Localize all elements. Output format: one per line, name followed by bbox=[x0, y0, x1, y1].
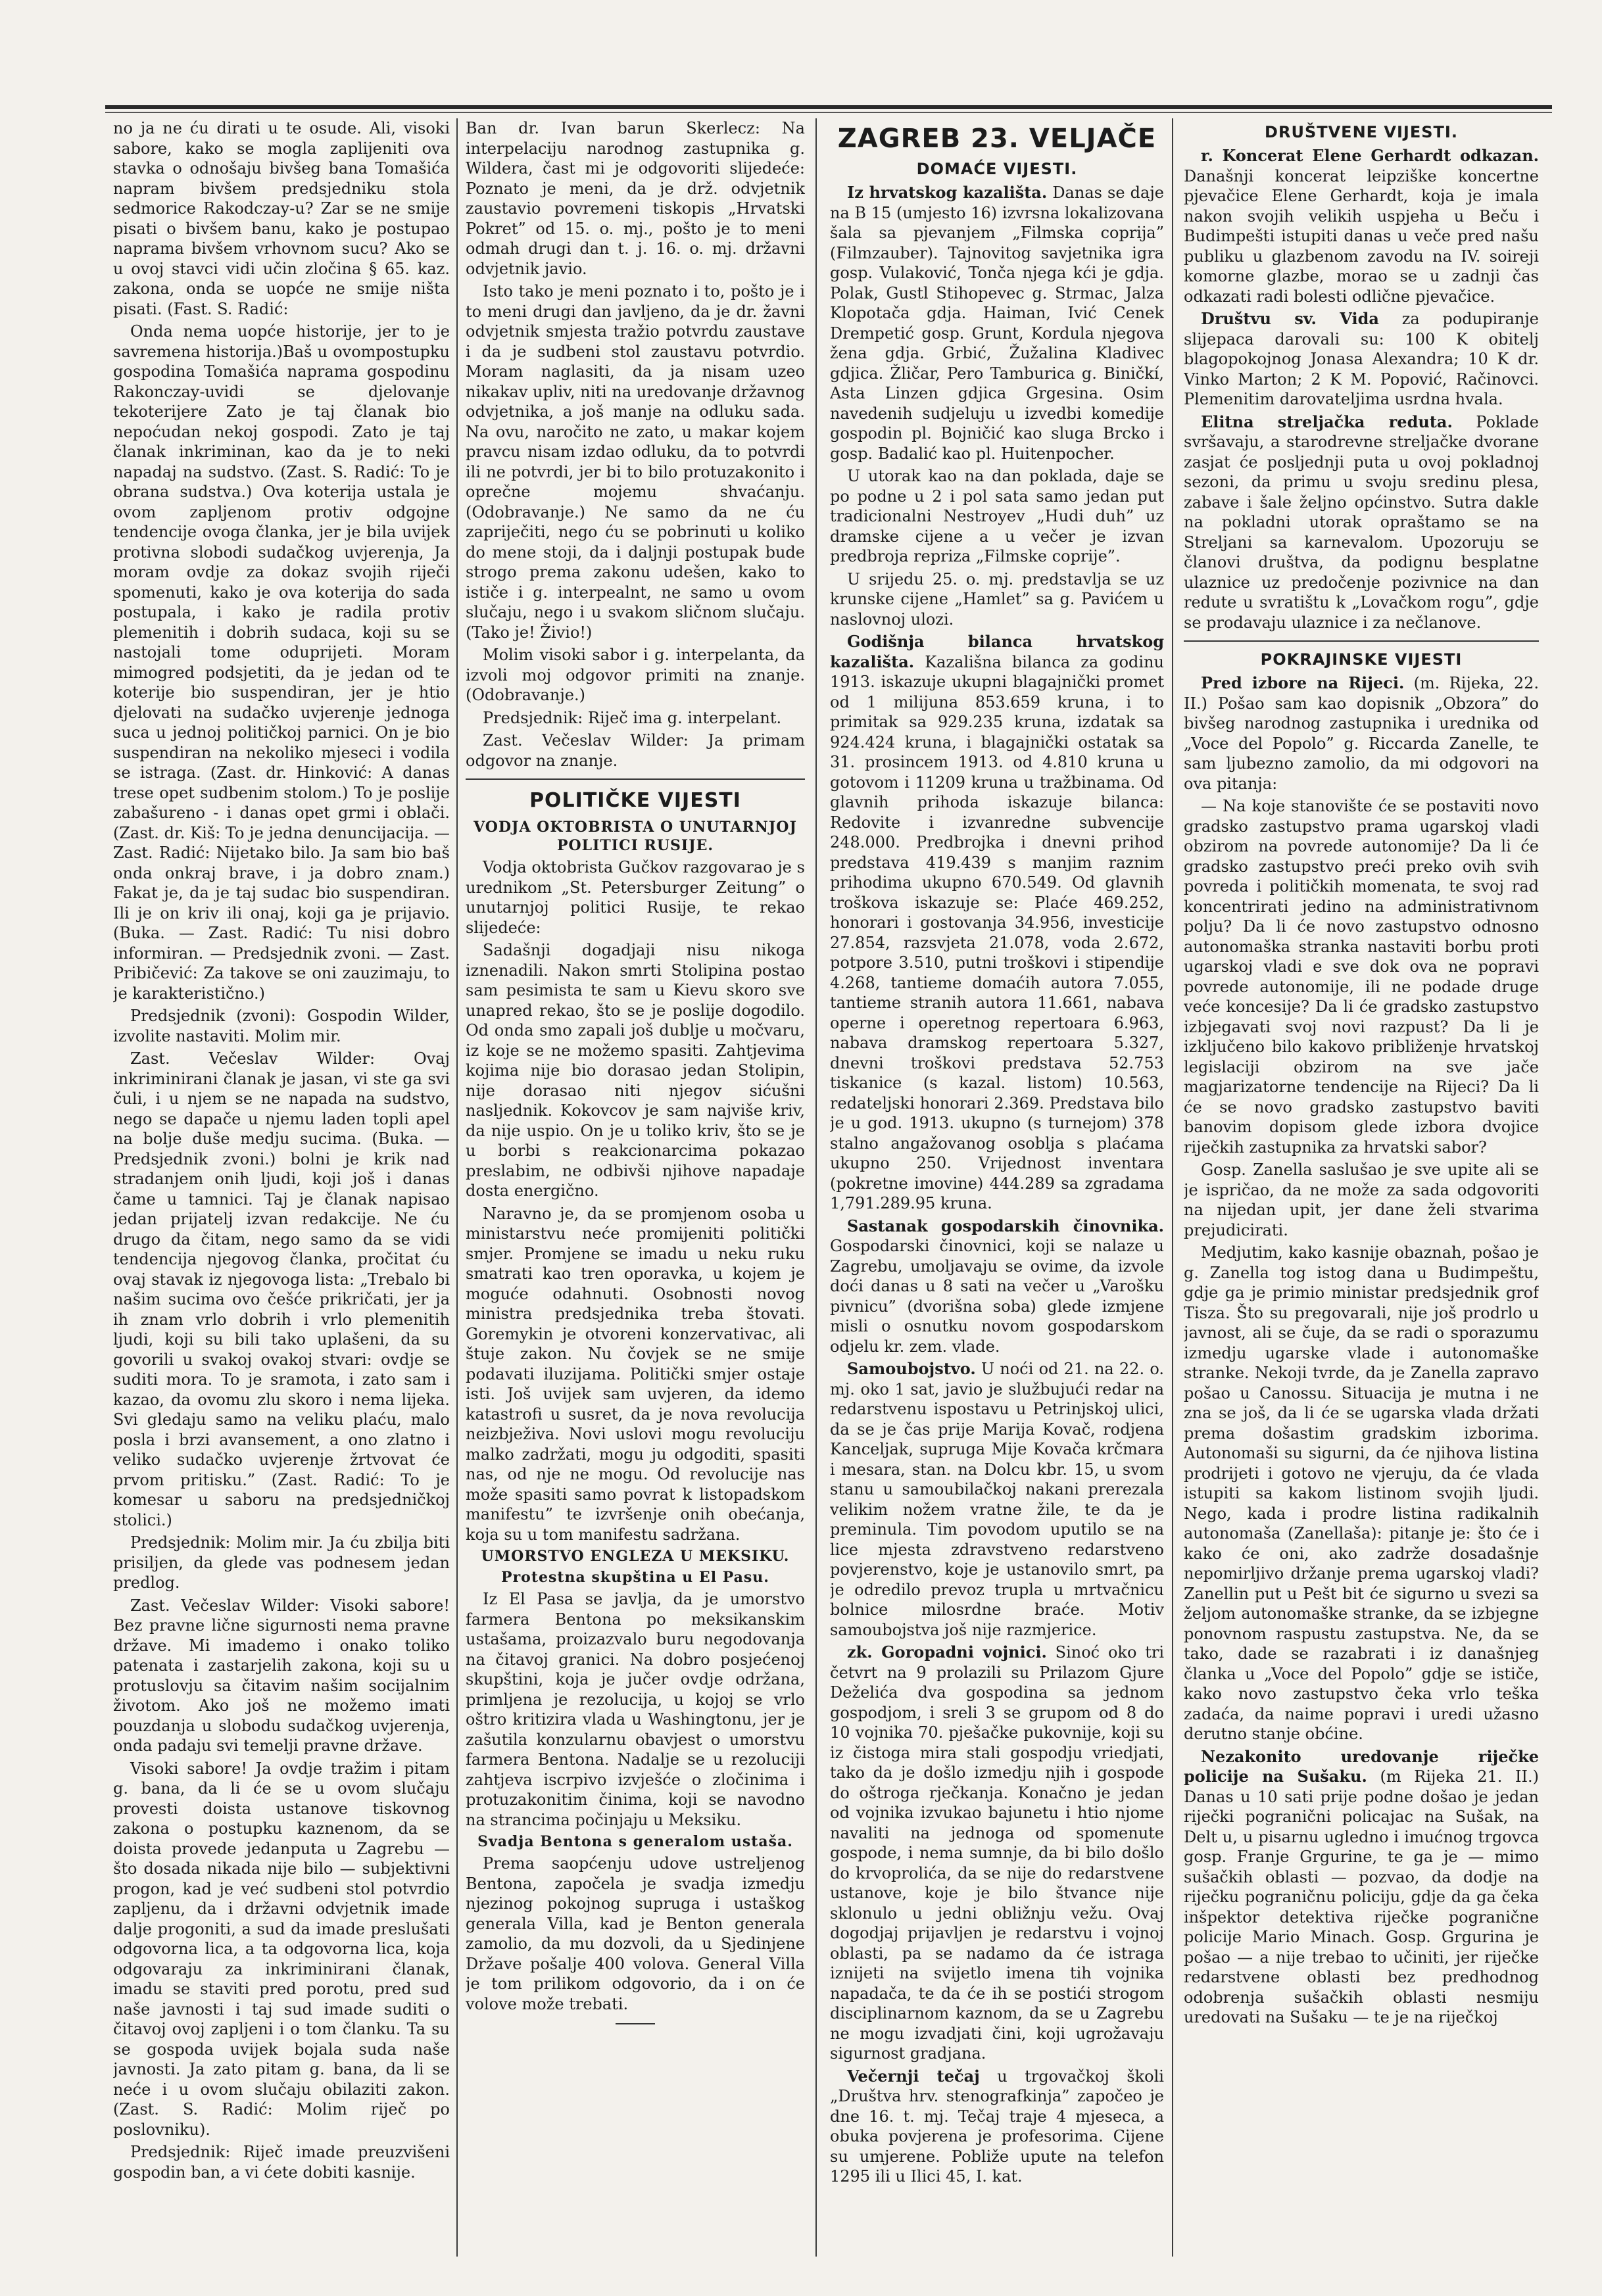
news-text: Kazališna bilanca za godinu 1913. iskazuje ukupni blagajnički promet od 1 milijuna 853.659 kruna, i to primitak sa 929.235 kruna, izdatak sa 924.424 kruna, i blagajnički ostatak sa 31. prosincem 1913. od 4.810 kruna u gotovom i 11209 kruna u tražbinama. Od glavnih prihoda iskazuje bilanca: Redovite i izvanredne subvencije 248.000. Predbrojka i dnevni prihod predstava 419.439 s manjim raznim prihodima ukupno 670.549. Od glavnih troškova iskazuje se: Plaće 469.252, honorari i gostovanja 34.956, investicije 27.854, razsvjeta 21.078, voda 2.672, potpore 3.510, putni troškovi i stipendije 4.268, tantieme domaćih autora 7.055, tantieme stranih autora 11.661, nabava operne i operetnog repertoara 6.963, nabava dramskog repertoara 5.327, dnevni troškovi predstava 52.753 tiskanice (s kazal. listom) 10.563, redateljski honorari 2.369. Predstava bilo je u god. 1913. ukupno (s turnejom) 378 stalno angažovanog osoblja s plaćama ukupno 250. Vrijednost inventara (pokretne imovine) 444.289 sa zgradama 1,791.289.95 kruna. bbox=[830, 652, 1164, 1212]
news-text: Gospodarski činovnici, koji se nalaze u Zagrebu, umoljavaju se ovime, da izvole doći danas u 8 sati na večer u „Varošku pivnicu” (dvorišna soba) glede izmjene misli o osnutku novom gospodarskom odjelu kr. zem. vlade. bbox=[830, 1237, 1164, 1356]
news-text: U utorak kao na dan poklada, daje se po podne u 2 i pol sata samo jedan put tradicionalni Nestroyev „Hudi duh” uz dramske cijene a u večer je izvan predbroja repriza „Filmske coprije”. bbox=[830, 467, 1164, 565]
paragraph: Zast. Večeslav Wilder: Ja primam odgovor na znanje. bbox=[466, 731, 805, 770]
news-item bbox=[830, 569, 1164, 630]
section-heading: DRUŠTVENE VIJESTI. bbox=[1265, 123, 1458, 141]
news-lead: Godišnja bilanca hrvatskog kazališta. bbox=[830, 632, 1164, 671]
column-1 bbox=[113, 118, 450, 2257]
news-lead: r. Koncerat Elene Gerhardt odkazan. bbox=[1201, 146, 1539, 165]
article-subheading: Svadja Bentona s generalom ustaša. bbox=[477, 1833, 793, 1850]
news-lead: Društvu sv. Vida bbox=[1201, 309, 1379, 328]
news-text: — Na koje stanovište će se postaviti novo gradsko zastupstvo prama ugarskoj vladi obzirom na povrede autonomije? Da li će gradsko zastupstvo preći preko ovih svih povreda i političkih momenata, te svoj rad koncentrirati jedino na administrativnom polju? Da li će novo zastupstvo odnosno autonomaška stranka nastaviti borbu proti ugarskoj vladi e sve dok ova ne popravi povrede autonomije, ili ne podade druge veće koncesije? Da li će gradsko zastupstvo izbjegavati svoj novi razpust? Da li je izključeno bilo kakovo približenje hrvatskoj legislaciji obzirom na sve jače magjarizatorne tendencije na Rijeci? Da li će se novo gradsko zastupstvo baviti banovim dopisom glede izbora dvojice riječkih zastupnika za hrvatski sabor? bbox=[1184, 797, 1539, 1157]
section-heading: DOMAĆE VIJESTI. bbox=[916, 160, 1078, 178]
paragraph: Sadašnji dogadjaji nisu nikoga iznenadili. Nakon smrti Stolipina postao sam pesimista te sam u Kievu skoro sve unapred rekao, što se je poslije dogodilo. Od onda smo zapali još dublje u močvaru, iz koje se ne možemo spasiti. Zahtjevima kojima nije bio dorasao jedan Stolipin, nije dorasao niti njegov sićušni nasljednik. Kokovcov je sam najviše kriv, da nije uspio. On je u toliko kriv, što se je u borbi s reakcionarcima pokazao preslabim, ne odbivši njihove napadaje dosta energično. bbox=[466, 941, 805, 1200]
news-text: Poklade svršavaju, a starodrevne streljačke dvorane zasjat će posljednji puta u ovoj pokladnoj sezoni, da primu u svoju sredinu plesa, zabave i šale željno općinstvo. Sutra dakle na pokladni utorak opraštamo se na Streljani sa karnevalom. Upozoruju se članovi društva, da podignu besplatne ulaznice uz predočenje pozivnice na dan redute u svratištu k „Lovačkom rogu”, gdje se prodavaju ulaznice i za nečlanove. bbox=[1184, 412, 1539, 632]
news-item bbox=[830, 1642, 1164, 2064]
news-text: (m. Rijeka, 22. II.) Pošao sam kao dopisnik „Obzora” do bivšeg narodnog zastupnika i urednika od „Voce del Popolo” g. Riccarda Zanelle, te sam ljubezno zamolio, da mi odgovori na ova pitanja: bbox=[1184, 674, 1539, 793]
paragraph: Prema saopćenju udove ustreljenog Bentona, započela je svadja izmedju njezinog pokojnog supruga i ustaškog generala Villa, kad je Benton generala zamolio, da mu dozvoli, da u Sjedinjene Države pošalje 400 volova. General Villa je tom prilikom odgovorio, da i on će volove može trebati. bbox=[466, 1854, 805, 2013]
column-3 bbox=[830, 118, 1164, 2257]
column-divider bbox=[815, 118, 817, 2257]
paragraph: Ban dr. Ivan barun Skerlecz: Na interpelaciju narodnog zastupnika g. Wildera, čast mi je odgovoriti slijedeće: Poznato je meni, da je drž. odvjetnik zaustavio povremeni tiskopis „Hrvatski Pokret” od 15. o. mj., pošto je to meni odmah drugi dan t. j. 16. o. mj. državni odvjetnik javio. bbox=[466, 119, 805, 278]
paragraph: Visoki sabore! Ja ovdje tražim i pitam g. bana, da li će se u ovom slučaju provesti doista ustanove tiskovnog zakona o postupku kaznenom, da se doista provede jedanputa u Zagrebu — što dosada nikada nije bilo — subjektivni progon, kad je već sudbeni stol potvrdio zapljenu, da i državni odvjetnik imade dalje progoniti, a sud da imade preslušati odgovorna lica, a ta odgovorna lica, koja odgovaraju za inkriminirani članak, imadu se staviti pred porotu, pred sud naše javnosti i taj sud imade suditi o čitavoj ovoj zapljeni i o tom članku. Ta su se gospoda uvijek bojala suda naše javnosti. Ja zato pitam g. bana, da li se neće i u ovom slučaju obilaziti zakon. (Zast. S. Radić: Molim riječ po poslovniku). bbox=[113, 1759, 450, 2139]
paragraph: Naravno je, da se promjenom osoba u ministarstvu neće promijeniti politički smjer. Promjene se imadu u neku ruku smatrati kao tren oporavka, u kojem je moguće odahnuti. Osobnosti novog ministra predsjednika treba štovati. Goremykin je otvoreni konzervativac, ali štuje zakon. Nu čovjek se ne smije podavati iluzijama. Politički smjer ostaje isti. Još uvijek sam uvjeren, da idemo katastrofi u susret, da je nova revolucija neizbježiva. Novi uslovi mogu revoluciju malko zadržati, mogu ju odgoditi, spasiti nas, od nje ne mogu. Od revolucije nas može spasiti samo povrat k listopadskom manifestu” te izvršenje onih obećanja, koja su u tom manifestu sadržana. bbox=[466, 1204, 805, 1544]
news-text: U noći od 21. na 22. o. mj. oko 1 sat, javio je službujući redar na redarstvenu ispostavu u Petrinjskoj ulici, da se je čas prije Marija Kovač, rodjena Kanceljak, supruga Mije Kovača krčmara i mesara, stan. na Dolcu kbr. 15, u svom stanu u samoubilačkoj nakani prerezala velikim nožem vratne žile, te da je preminula. Tim povodom uputilo se na lice mjesta zdravstveno redarstveno povjerenstvo, koje je ustanovilo smrt, pa je odredilo prevoz trupla u mrtvačnicu bolnice milosrdne braće. Motiv samoubojstva još nije razmjerice. bbox=[830, 1360, 1164, 1639]
date-heading: ZAGREB 23. VELJAČE bbox=[837, 124, 1157, 154]
news-lead: Sastanak gospodarskih činovnika. bbox=[847, 1216, 1164, 1235]
article-heading: VODJA OKTOBRISTA O UNUTARNJOJ POLITICI RUSIJE. bbox=[473, 819, 797, 854]
paragraph: Predsjednik: Riječ ima g. interpelant. bbox=[483, 708, 782, 727]
end-rule bbox=[616, 2023, 655, 2024]
section-heading: POKRAJINSKE VIJESTI bbox=[1260, 650, 1463, 669]
news-lead: Pred izbore na Rijeci. bbox=[1201, 673, 1405, 692]
masthead-rule-thin bbox=[105, 112, 1552, 113]
news-text: Danas se daje na B 15 (umjesto 16) izvrsna lokalizovana šala sa pjevanjem „Filmska coprija” (Filmzauber). Tajnovitog savjetnika igra gosp. Vulaković, Tonča njega kći je gdja. Polak, Gustl Stihopevec g. Strmac, Jalza Klopotača gdja. Haiman, Ivić Cenek Drempetić gosp. Grunt, Kordula njegova žena gdja. Grbić, Žužalina Kladivec gdjica. Žličar, Pero Tamburica g. Biničkí, Asta Linzen gdjica Grgesina. Osim navedenih sudjeluju u izvedbi komedije gospodin pl. Bojničić kao sluga Brcko i gosp. Badalić kao pl. Huitenpocher. bbox=[830, 183, 1164, 463]
column-4 bbox=[1184, 118, 1539, 2257]
paragraph: Onda nema uopće historije, jer to je savremena historija.)Baš u ovompostupku gospodina Tomašića naprama gospodinu Rakonczay-uvidi se djelovanje tekoterijere Zato je taj članak bio nepoćudan nekoj gospodi. Zato je taj članak inkriminan, kao da je to neki napadaj na sudstvo. (Zast. S. Radić: To je obrana sudstva.) Ova koterija ustala je ovom zapljenom protiv odgojne tendencije ovoga članka, jer je bila uvijek protivna slobodi sudačkog uvjerenja, Ja moram ovdje za dokaz svojih riječi spomenuti, kako je ova koterija do sada postupala, i kako je radila protiv plemenitih i dobrih sudaca, koji su se nastojali tome oduprijeti. Moram mimogred podsjetiti, da je jedan od te koterije bio suspendiran, jer je htio djelovati na sudačko uvjerenje jednoga suca u jednoj političkoj parnici. On je bio suspendiran na nekoliko mjeseci i vodila se istraga. (Zast. dr. Hinković: A danas trese opet sudbenim stolom.) To je poslije zabašureno - i danas opet grmi i oblači. (Zast. dr. Kiš: To je jedna denuncijacija. — Zast. Radić: Nijetako bilo. Ja sam bio baš onda onkraj brave, i ja dobro znam.) Fakat je, da je taj sudac bio suspendiran. Ili je on kriv ili onaj, koji ga je prijavio. (Buka. — Zast. Radić: Tu nisi dobro informiran. — Predsjednik zvoni. — Zast. Pribičević: Za takove se oni zauzimaju, to je karakteristično.) bbox=[113, 322, 450, 1003]
news-item bbox=[1184, 146, 1539, 306]
news-lead: zk. Goropadni vojnici. bbox=[847, 1642, 1047, 1662]
news-text: za podupiranje slijepaca darovali su: 100 K obitelj blagopokojnog Jonasa Alexandra; 10 K dr. Vinko Marton; 2 K M. Popović, Račinovci. Plemenitim darovateljima usrdna hvala. bbox=[1184, 310, 1539, 408]
news-item bbox=[830, 183, 1164, 464]
news-text: Gosp. Zanella saslušao je sve upite ali se je ispričao, da ne može za sada odgovoriti na nijedan upit, jer dane želi stvarima prejudicirati. bbox=[1184, 1160, 1539, 1239]
news-item bbox=[1184, 1243, 1539, 1744]
column-2 bbox=[466, 118, 805, 2257]
news-lead: Iz hrvatskog kazališta. bbox=[847, 183, 1048, 202]
paragraph: Zast. Večeslav Wilder: Visoki sabore! Bez pravne lične sigurnosti nema pravne države. Mi imademo i onako toliko patenata i zastarjelih zakona, koji su u protuslovju sa čitavim našim socijalnim životom. Ako još ne možemo imati pouzdanja u slobodu sudačkog uvjerenja, onda padaju svi temelji pravne države. bbox=[113, 1596, 450, 1755]
paragraph: Molim visoki sabor i g. interpelanta, da izvoli moj odgovor primiti na znanje. (Odobravanje.) bbox=[466, 646, 805, 704]
news-text: Današnji koncerat leipziške koncertne pjevačice Elene Gerhardt, koja je imala nakon svojih velikih uspjeha u Beču i Budimpešti istupiti danas u veče pred našu publiku u glazbenom zavodu na IV. soireji komorne glazbe, morao se u zadnji čas odkazati radi bolesti odlične pjevačice. bbox=[1184, 166, 1539, 306]
article-subheading: Protestna skupština u El Pasu. bbox=[501, 1569, 769, 1586]
news-lead: Elitna streljačka reduta. bbox=[1201, 412, 1453, 431]
news-item bbox=[1184, 412, 1539, 633]
news-item bbox=[1184, 673, 1539, 794]
paragraph: Isto tako je meni poznato i to, pošto je i to meni drugi dan javljeno, da je dr. žavni odvjetnik smjesta tražio potvrdu zaustave i da je sudbeni stol zaustavu potvrdio. Moram naglasiti, da ja nisam uzeo nikakav upliv, niti na uredovanje državnog odvjetnika, a još manje na odluku sada. Na ovu, naročito ne zato, u makar kojem pravcu nisam izdao odluku, da to potvrdi ili ne potvrdi, jer bi to bilo protuzakonito i oprečne mojemu shvaćanju. (Odobravanje.) Ne samo da ne ću zapriječiti, nego ću se pobrinuti u koliko do mene stoji, da i daljnji postupak bude strogo prema zakonu udešen, kako to ističe i g. interpealnt, ne samo u ovom slučaju, nego i u svakom sličnom slučaju. (Tako je! Živio!) bbox=[466, 282, 805, 642]
news-item bbox=[1184, 1747, 1539, 2028]
section-rule bbox=[466, 778, 805, 780]
news-item bbox=[830, 632, 1164, 1214]
column-divider bbox=[1172, 118, 1173, 2257]
news-text: Medjutim, kako kasnije obaznah, pošao je g. Zanella tog istog dana u Budimpeštu, gdje ga je primio ministar predsjednik grof Tisza. Što su pregovarali, nije još prodrlo u javnost, ali se čuje, da se radi o sporazumu izmedju ugarske vlade i autonomaške stranke. Nekoji tvrde, da je Zanella zapravo pošao u Canossu. Situacija je mutna i ne zna se još, da li će se ugarska vlada držati prema došastim gradskim izborima. Autonomaši su sigurni, da će njihova listina prodrijeti i gotovo ne vjeruju, da će vlada istupiti sa kakom listinom svojih ljudi. Nego, kada i prodre listina radikalnih autonomaša (Zanellaša): pitanje je: što će i kako će oni, ako zadrže dosadašnje nepomirljivo držanje prema ugarskoj vladi? Zanellin put u Pešt bit će sigurno u svezi sa željom autonomaške stranke, da se izbjegne ponovnom raspustu zastupstva. Ne, da se tako, dade se razabrati i iz današnjeg članka u „Voce del Popolo” gdje se ističe, kako novo zastupstvo čeka vrlo teška zadaća, da naime popravi i uredi užasno derutno stanje obćine. bbox=[1184, 1243, 1539, 1743]
news-text: (m Rijeka 21. II.) Danas u 10 sati prije podne došao je jedan riječki pogranični policajac na Sušak, na Delt u, u pisarnu ugledno i imućnog trgovca gosp. Franje Grgurine, te ga je — mimo sušačkih oblasti — pozvao, da dodje na riječku pograničnu policiju, gdje da ga čeka inšpektor detektiva riječke pogranične policije Mario Minach. Gosp. Grgurina je pošao — a nije trebao to učiniti, jer riječke redarstvene oblasti bez predhodnog odobrenja sušačkih oblasti nesmiju uredovati na Sušaku — te je na riječkoj bbox=[1184, 1767, 1539, 2026]
paragraph: Iz El Pasa se javlja, da je umorstvo farmera Bentona po meksikanskim ustašama, proizazvalo buru negodovanja na čitavoj granici. Na dobro posjećenoj skupštini, koja je jučer ovdje održana, primljena je rezolucija, u kojoj se vrlo oštro kritizira vlada u Washingtonu, jer je zašutila konzularnu obavjest o umorstvu farmera Bentona. Nadalje se u rezoluciji zahtjeva iscrpivo izvješće o zločinima i protuzakonitim činima, koji se navodno na strancima počinjaju u Meksiku. bbox=[466, 1590, 805, 1829]
news-text: Sinoć oko tri četvrt na 9 prolazili su Prilazom Gjure Deželića dva gospodina sa jednom gospodjom, i sreli 3 se grupom od 8 do 10 vojnika 70. pješačke pukovnije, koji su iz čistoga mira stali gospodju vriedjati, tako da je došlo izmedju njih i gospode do oštroga rječkanja. Konačno je jedan od vojnika izvukao bajunetu i htio njome navaliti na jednoga od spomenute gospode, i nema sumnje, da bi bilo došlo do krvoprolića, da se nije do redarstvene ustanove, koje je bilo štvance nije sklonulo u jedni obližnju vežu. Ovaj dogodjaj prijavljen je redarstvu i vojnoj oblasti, pa se nadamo da će istraga iznijeti na svijetlo imena tih vojnika napadača, te da će ih se postići strogom disciplinarnom kaznom, da se u Zagrebu ne mogu izvadjati čini, koji ugrožavaju sigurnost gradjana. bbox=[830, 1643, 1164, 2063]
news-item bbox=[1184, 1160, 1539, 1240]
section-heading: POLITIČKE VIJESTI bbox=[529, 789, 741, 812]
news-item bbox=[1184, 796, 1539, 1157]
paragraph: no ja ne ću dirati u te osude. Ali, visoki sabore, kako se mogla zaplijeniti ova stavka o odnošaju bivšeg bana Tomašića napram bivšem predsjedniku stola sedmorice Rakodczay-u? Zar se ne smije pisati o bivšem banu, kako je postupao naprama bivšem vrhovnom sucu? Ako se u ovoj stavci vidi učin zločina § 65. kaz. zakona, onda se uopće ne smije ništa pisati. (Fast. S. Radić: bbox=[113, 119, 450, 318]
news-text: U srijedu 25. o. mj. predstavlja se uz krunske cijene „Hamlet” sa g. Pavićem u naslovnoj ulozi. bbox=[830, 569, 1164, 629]
article-heading: UMORSTVO ENGLEZA U MEKSIKU. bbox=[481, 1548, 790, 1565]
section-rule bbox=[1184, 640, 1539, 642]
news-item bbox=[830, 1359, 1164, 1640]
paragraph: Predsjednik: Riječ imade preuzvišeni gospodin ban, a vi ćete dobiti kasnije. bbox=[113, 2143, 450, 2182]
paragraph: Vodja oktobrista Gučkov razgovarao je s urednikom „St. Petersburger Zeitung” o unutarnjoj politici Rusije, te rekao slijedeće: bbox=[466, 858, 805, 937]
news-item bbox=[830, 2067, 1164, 2187]
news-lead: Večernji tečaj bbox=[847, 2066, 980, 2086]
paragraph: Predsjednik (zvoni): Gospodin Wilder, izvolite nastaviti. Molim mir. bbox=[113, 1007, 450, 1045]
paragraph: Predsjednik: Molim mir. Ja ću zbilja biti prisiljen, da glede vas podnesem jedan predlog. bbox=[113, 1533, 450, 1592]
news-lead: Samoubojstvo. bbox=[847, 1359, 976, 1378]
news-item bbox=[1184, 309, 1539, 410]
masthead-rule bbox=[105, 105, 1552, 109]
news-text: u trgovačkoj školi „Društva hrv. stenografkinja” započeo je dne 16. t. mj. Tečaj traje 4 mjeseca, a obuka povjerena je profesorima. Cijene su umjerene. Pobliže upute na telefon 1295 ili u Ilici 45, I. kat. bbox=[830, 2067, 1164, 2186]
paragraph: Zast. Večeslav Wilder: Ovaj inkriminirani članak je jasan, vi ste ga svi čuli, i u njem se ne napada na sudstvo, nego se dapače u njemu laden topli apel na bolje duše medju sucima. (Buka. — Predsjednik zvoni.) bolni je krik nad stradanjem onih ljudi, koji još i danas čame u tamnici. Taj je članak napisao jedan prijatelj izvan redakcije. Ne ću drugo da čitam, nego samo da se vidi tendencija njegovog članka, pročitat ću ovaj stavak iz njegovoga lista: „Trebalo bi našim sucima ovo češće prikričati, jer ja ih znam vrlo dobrih i vrlo plemenitih ljudi, koji su bili tako uplašeni, da su govorili u svakoj ovakoj stvari: ovdje se suditi mora. To je sramota, i zato sam i kazao, da ovomu zlu skoro i nema lijeka. Svi gledaju samo na veliku plaću, malo posla i brzi avansement, a ono zlatno i veliko sudačko uvjerenje žrtvovat će prvom pritisku.” (Zast. Radić: To je komesar u saboru na predsjedničkoj stolici.) bbox=[113, 1049, 450, 1529]
news-item bbox=[830, 1216, 1164, 1357]
news-lead: Nezakonito uredovanje riječke policije na Sušaku. bbox=[1184, 1746, 1539, 1786]
column-divider bbox=[456, 118, 458, 2257]
news-item bbox=[830, 466, 1164, 567]
